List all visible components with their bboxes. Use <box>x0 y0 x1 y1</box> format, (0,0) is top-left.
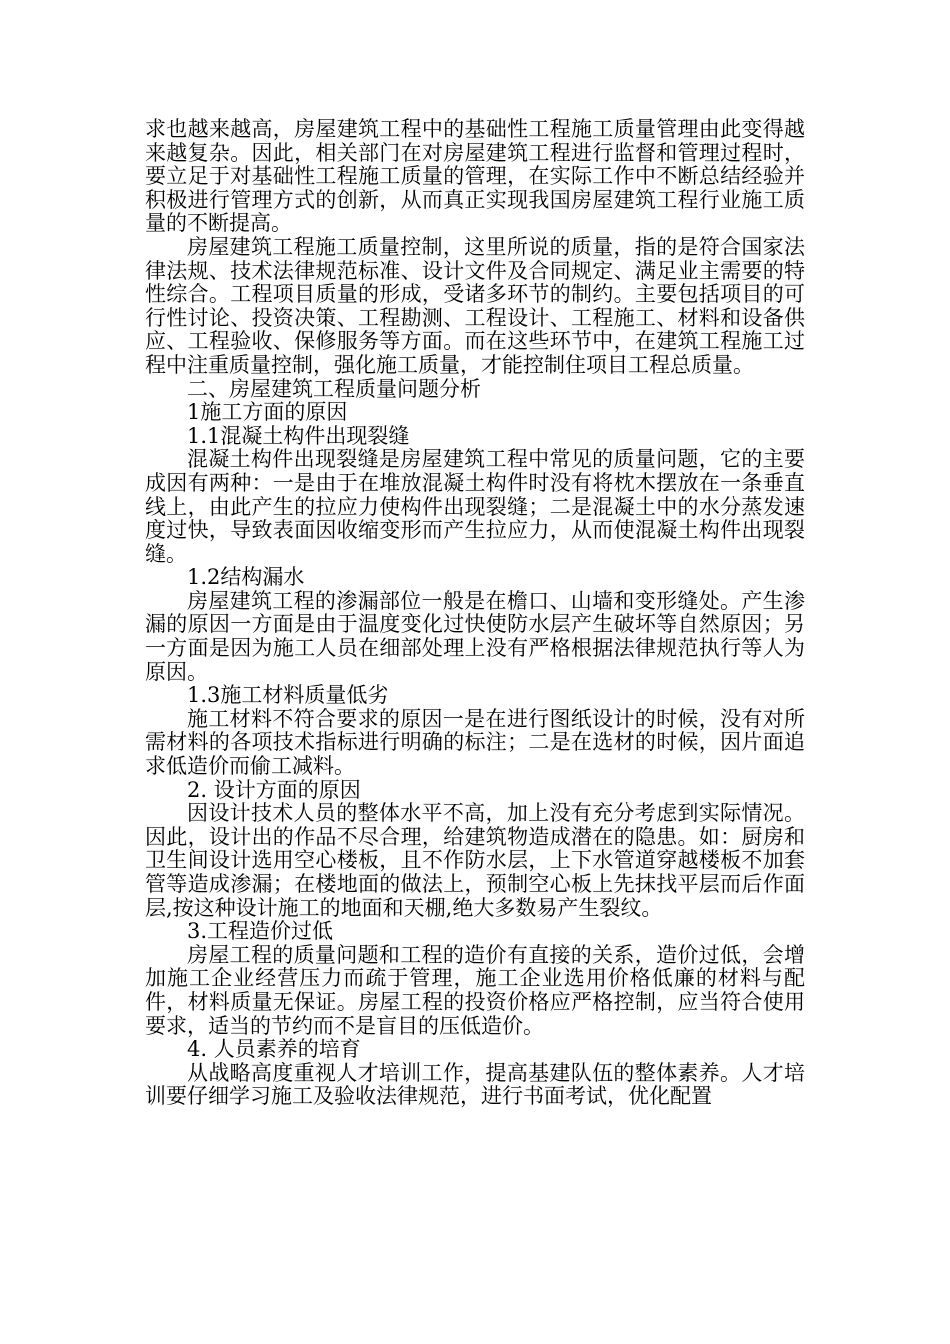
document-page <box>145 118 805 1109</box>
paragraph-personnel-training: 从战略高度重视人才培训工作，提高基建队伍的整体素养。人才培训要仔细学习施工及验收法律规范，进行书面考试，优化配置 <box>145 1060 805 1109</box>
subheading-structural-leak: 1.2结构漏水 <box>187 565 305 590</box>
subheading-low-cost: 3.工程造价过低 <box>187 919 334 944</box>
paragraph-continuation: 求也越来越高，房屋建筑工程中的基础性工程施工质量管理由此变得越来越复杂。因此，相关部门在对房屋建筑工程进行监督和管理过程时，要立足于对基础性工程施工质量的管理，在实际工作中不断总结经验并积极进行管理方式的创新，从而真正实现我国房屋建筑工程行业施工质量的不断提高。 <box>145 117 805 236</box>
paragraph-design-causes: 因设计技术人员的整体水平不高，加上没有充分考虑到实际情况。因此，设计出的作品不尽合理，给建筑物造成潜在的隐患。如：厨房和卫生间设计选用空心楼板，且不作防水层，上下水管道穿越楼板不加套管等造成渗漏；在楼地面的做法上，预制空心板上先抹找平层而后作面层,按这种设计施工的地面和天棚,绝大多数易产生裂纹。 <box>145 801 805 920</box>
paragraph-low-cost: 房屋工程的质量问题和工程的造价有直接的关系，造价过低，会增加施工企业经营压力而疏于管理，施工企业选用价格低廉的材料与配件，材料质量无保证。房屋工程的投资价格应严格控制，应当符合使用要求，适当的节约而不是盲目的压低造价。 <box>145 942 805 1038</box>
subheading-personnel-training: 4. 人员素养的培育 <box>187 1037 361 1062</box>
paragraph-material-quality: 施工材料不符合要求的原因一是在进行图纸设计的时候，没有对所需材料的各项技术指标进行明确的标注；二是在选材的时候，因片面追求低造价而偷工减料。 <box>145 706 805 779</box>
subheading-material-quality: 1.3施工材料质量低劣 <box>187 683 389 708</box>
subheading-design-causes: 2. 设计方面的原因 <box>187 777 361 802</box>
subheading-concrete-cracks: 1.1混凝土构件出现裂缝 <box>187 423 410 448</box>
paragraph-structural-leak: 房屋建筑工程的渗漏部位一般是在檐口、山墙和变形缝处。产生渗漏的原因一方面是由于温度变化过快使防水层产生破坏等自然原因；另一方面是因为施工人员在细部处理上没有严格根据法律规范执行等人为原因。 <box>145 588 805 684</box>
paragraph-concrete-cracks: 混凝土构件出现裂缝是房屋建筑工程中常见的质量问题，它的主要成因有两种：一是由于在堆放混凝土构件时没有将枕木摆放在一条垂直线上，由此产生的拉应力使构件出现裂缝；二是混凝土中的水分蒸发速度过快，导致表面因收缩变形而产生拉应力，从而使混凝土构件出现裂缝。 <box>145 447 805 566</box>
paragraph-quality-control: 房屋建筑工程施工质量控制，这里所说的质量，指的是符合国家法律法规、技术法律规范标准、设计文件及合同规定、满足业主需要的特性综合。工程项目质量的形成，受诸多环节的制约。主要包括项目的可行性讨论、投资决策、工程勘测、工程设计、工程施工、材料和设备供应、工程验收、保修服务等方面。而在这些环节中，在建筑工程施工过程中注重质量控制，强化施工质量，才能控制住项目工程总质量。 <box>145 234 805 377</box>
subheading-construction-causes: 1施工方面的原因 <box>187 400 348 425</box>
section-heading-analysis: 二、房屋建筑工程质量问题分析 <box>187 376 481 401</box>
